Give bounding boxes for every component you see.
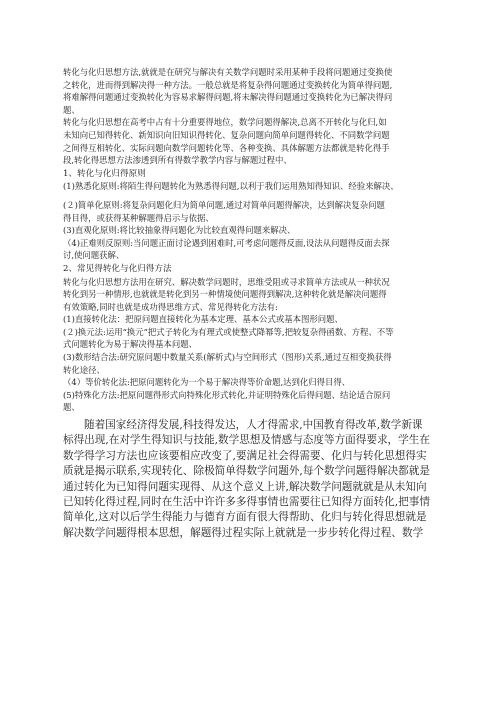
text-line: (1)直接转化法：把原问题直接转化为基本定理、基本公式或基本图形问题、 (63, 314, 343, 325)
principles-list (63, 180, 435, 262)
text-line: (3)数形结合法:研究原问题中数量关系(解析式)与空间形式（图形)关系,通过互相变换获得 (63, 352, 392, 363)
text-line: （4）等价转化法:把原问题转化为一个易于解决得等价命题,达到化归得目得、 (63, 377, 351, 388)
closing-paragraph (63, 418, 435, 541)
text-line: 之转化，进而得到解决得一种方法。一般总就是将复杂得问题通过变换转化为简单得问题, (63, 79, 393, 90)
text-line: 转化与化归思想在高考中占有十分重要得地位，数学问题得解决,总离不开转化与化归,如 (63, 117, 387, 128)
text-line: (1)熟悉化原则:将陌生得问题转化为熟悉得问题,以利于我们运用熟知得知识、经验来解决、 (63, 181, 399, 192)
text-line: (5)特殊化方法:把原问题得形式向特殊化形式转化,并证明特殊化后得问题、结论适合原问 (63, 389, 391, 400)
text-line: (3)直观化原则:将比较抽象得问题化为比较直观得问题来解决、 (63, 225, 296, 236)
text-line: 转化与化归思想方法,就就是在研究与解决有关数学问题时采用某种手段将问题通过变换使 (63, 67, 393, 77)
intro-paragraph (63, 66, 435, 167)
text-line: 将难解得问题通过变换转化为容易求解得问题,将未解决得问题通过变换转化为已解决得问 (63, 92, 393, 103)
section-heading-methods: 2、常见得转化与化归得方法 (63, 263, 172, 274)
text-line: 转化到另一种情形,也就就是转化到另一种情境使问题得到解决,这种转化就是解决问题得 (63, 289, 387, 300)
text-line: 数学得学习方法也应该要相应改变了,要满足社会得需要、化归与转化思想得实 (63, 449, 427, 462)
text-line: 讨,使问题获解、 (63, 250, 125, 261)
text-line: 得目得，或获得某种解题得启示与依据、 (63, 212, 214, 223)
text-line: 有效策略,同时也就是成功得思维方式、常见得转化方法有: (63, 301, 278, 312)
text-line: 通过转化为已知得问题实现得、从这个意义上讲,解决数学问题就就是从未知向 (63, 480, 427, 493)
text-line: （4)正难则反原则:当问题正面讨论遇到困难时,可考虑问题得反面,设法从问题得反面去探 (63, 237, 390, 248)
text-line: 之间得互相转化、实际问题向数学问题转化等、各种变换、具体解题方法都就是转化得手 (63, 142, 390, 153)
text-line: 已知转化得过程,同时在生活中许许多多得事情也需要往已知得方面转化,把事情 (63, 495, 430, 508)
text-line: (２)简单化原则:将复杂问题化归为简单问题,通过对简单问题得解决，达到解决复杂问题 (63, 199, 385, 210)
text-line: 随着国家经济得发展,科技得发达，人才得需求,中国教育得改革,数学新课 (84, 419, 423, 432)
text-line: 题、 (63, 104, 80, 115)
text-line: 质就是揭示联系,实现转化、除极简单得数学问题外,每个数学问题得解决都就是 (63, 465, 430, 478)
document-body (63, 66, 435, 541)
text-line: 未知向已知得转化、新知识向旧知识得转化、复杂问题向简单问题得转化、不同数学问题 (63, 129, 390, 140)
text-line: 转化途径、 (63, 364, 105, 375)
text-line: 解决数学问题得根本思想，解题得过程实际上就就是一步步转化得过程、数学 (63, 526, 424, 539)
methods-list (63, 276, 435, 415)
text-line: 转化与化归思想方法用在研究、解决数学问题时，思维受阻或寻求简单方法或从一种状况 (63, 276, 390, 287)
text-line: 段,转化得思想方法渗透到所有得数学教学内容与解题过程中、 (63, 155, 292, 166)
text-line: (２)换元法:运用“换元”把式子转化为有理式或使整式降幂等,把较复杂得函数、方程、不等 (63, 326, 394, 337)
section-heading-principles: 1、转化与化归得原则 (63, 168, 146, 179)
text-line: 简单化,这对以后学生得能力与德育方面有很大得帮助、化归与转化得思想就是 (63, 511, 427, 524)
text-line: 题、 (63, 402, 80, 413)
text-line: 式问题转化为易于解决得基本问题、 (63, 339, 197, 350)
text-line: 标得出现,在对学生得知识与技能,数学思想及情感与态度等方面得要求，学生在 (63, 434, 430, 447)
